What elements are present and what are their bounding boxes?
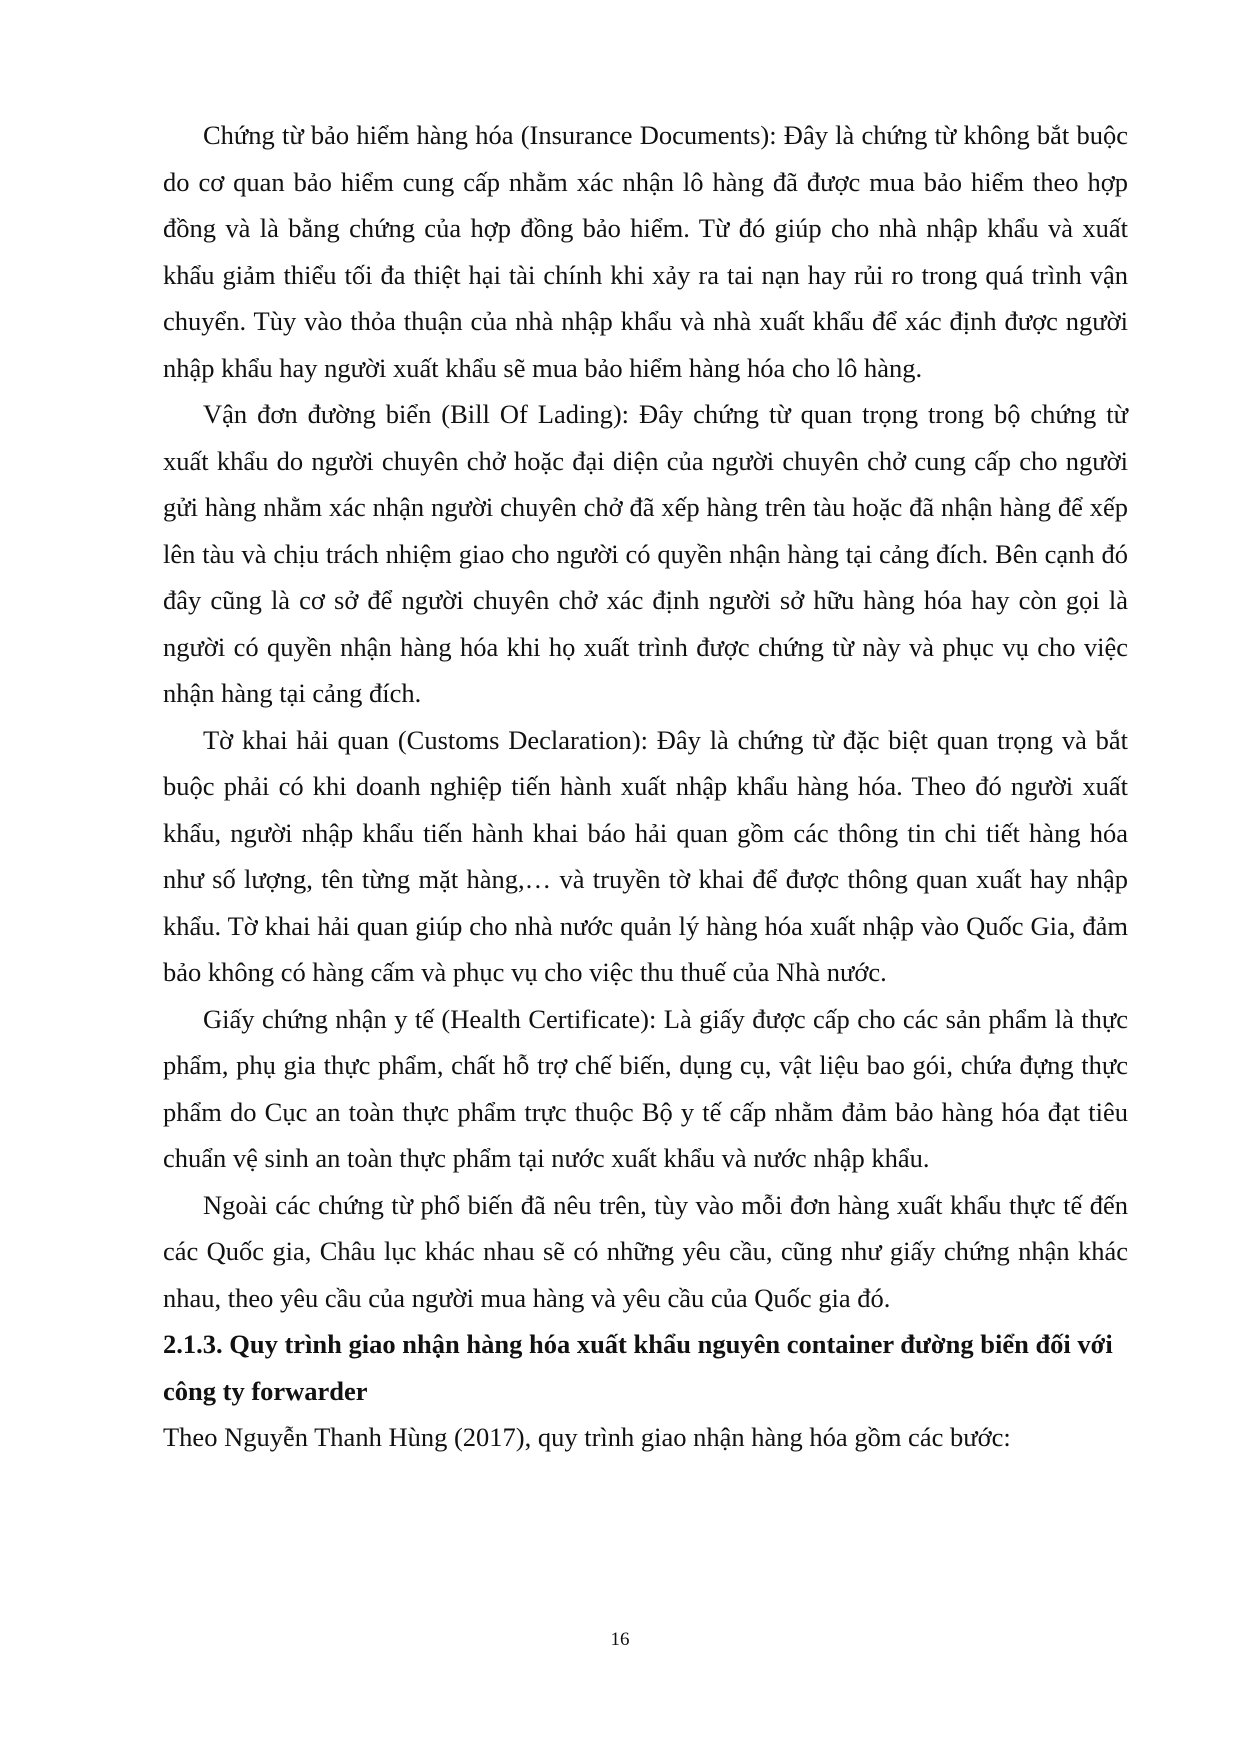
paragraph-customs-declaration: Tờ khai hải quan (Customs Declaration): Đây là chứng từ đặc biệt quan trọng và bắt buộc phải có khi doanh nghiệp tiến hành xuất nhập khẩu hàng hóa. Theo đó người xuất khẩu, người nhập khẩu tiến hành khai báo hải quan gồm các thông tin chi tiết hàng hóa như số lượng, tên từng mặt hàng,… và truyền tờ khai để được thông quan xuất hay nhập khẩu. Tờ khai hải quan giúp cho nhà nước quản lý hàng hóa xuất nhập vào Quốc Gia, đảm bảo không có hàng cấm và phục vụ cho việc thu thuế của Nhà nước. <box>163 724 1128 987</box>
page-number: 16 <box>610 1629 630 1650</box>
paragraph-bill-of-lading: Vận đơn đường biển (Bill Of Lading): Đây chứng từ quan trọng trong bộ chứng từ xuất khẩu do người chuyên chở hoặc đại diện của người chuyên chở cung cấp cho người gửi hàng nhằm xác nhận người chuyên chở đã xếp hàng trên tàu hoặc đã nhận hàng để xếp lên tàu và chịu trách nhiệm giao cho người có quyền nhận hàng tại cảng đích. Bên cạnh đó đây cũng là cơ sở để người chuyên chở xác định người sở hữu hàng hóa hay còn gọi là người có quyền nhận hàng hóa khi họ xuất trình được chứng từ này và phục vụ cho việc nhận hàng tại cảng đích. <box>163 399 1128 708</box>
paragraph-intro: Theo Nguyễn Thanh Hùng (2017), quy trình giao nhận hàng hóa gồm các bước: <box>163 1422 1011 1452</box>
section-heading: 2.1.3. Quy trình giao nhận hàng hóa xuất khẩu nguyên container đường biển đối với công ty forwarder <box>163 1329 1113 1406</box>
paragraph-other-documents: Ngoài các chứng từ phổ biến đã nêu trên, tùy vào mỗi đơn hàng xuất khẩu thực tế đến các Quốc gia, Châu lục khác nhau sẽ có những yêu cầu, cũng như giấy chứng nhận khác nhau, theo yêu cầu của người mua hàng và yêu cầu của Quốc gia đó. <box>163 1189 1128 1313</box>
paragraph-insurance-documents: Chứng từ bảo hiểm hàng hóa (Insurance Documents): Đây là chứng từ không bắt buộc do cơ quan bảo hiểm cung cấp nhằm xác nhận lô hàng đã được mua bảo hiểm theo hợp đồng và là bằng chứng của hợp đồng bảo hiểm. Từ đó giúp cho nhà nhập khẩu và xuất khẩu giảm thiểu tối đa thiệt hại tài chính khi xảy ra tai nạn hay rủi ro trong quá trình vận chuyển. Tùy vào thỏa thuận của nhà nhập khẩu và nhà xuất khẩu để xác định được người nhập khẩu hay người xuất khẩu sẽ mua bảo hiểm hàng hóa cho lô hàng. <box>163 120 1128 383</box>
page-content <box>163 112 1128 1461</box>
paragraph-health-certificate: Giấy chứng nhận y tế (Health Certificate): Là giấy được cấp cho các sản phẩm là thực phẩm, phụ gia thực phẩm, chất hỗ trợ chế biến, dụng cụ, vật liệu bao gói, chứa đựng thực phẩm do Cục an toàn thực phẩm trực thuộc Bộ y tế cấp nhằm đảm bảo hàng hóa đạt tiêu chuẩn vệ sinh an toàn thực phẩm tại nước xuất khẩu và nước nhập khẩu. <box>163 1003 1128 1173</box>
